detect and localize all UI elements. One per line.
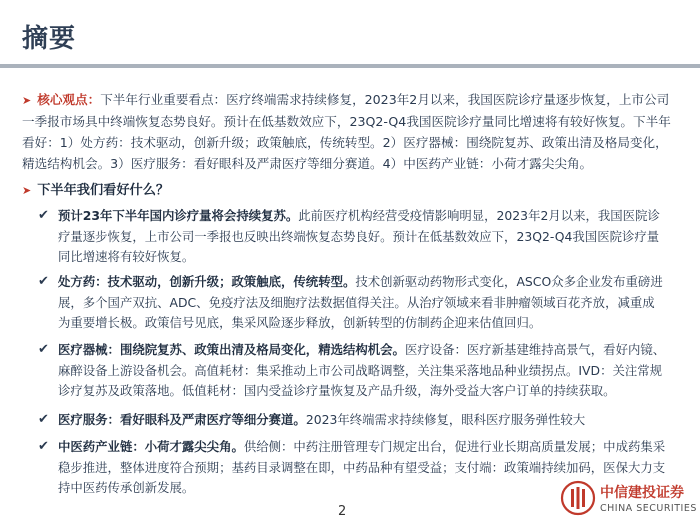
arrow-bullet-icon: ➤	[22, 94, 32, 107]
list-item-prescription-drugs	[38, 272, 666, 334]
item-text: 此前医疗机构经营受疫情影响明显，2023年2月以来，我国医院诊疗量逐步恢复，上市公司一季报也反映出终端恢复态势良好。预计在低基数效应下，23Q2-Q4我国医院诊疗量同比增速将有较好恢复。	[58, 208, 660, 264]
core-text: 下半年行业重要看点：医疗终端需求持续修复，2023年2月以来，我国医院诊疗量逐步恢复，上市公司一季报市场具中终端恢复态势良好。预计在低基数效应下，23Q2-Q4我国医院诊疗量同比增速将有较好恢复。下半年看好：1）处方药：技术驱动，创新升级；政策触底，传统转型。2）医疗器械：围绕院复苏、政策出清及格局变化，精选结构机会。3）医疗服务：看好眼科及严肃医疗等细分赛道。4）中医药产业链：小荷才露尖尖角。	[22, 92, 671, 171]
item-text: 技术创新驱动药物形式变化，ASCO众多企业发布重磅进展，多个国产双抗、ADC、免疫疗法及细胞疗法数据值得关注。从治疗领域来看非肿瘤领域百花齐放，减重成为重要增长极。政策信号见底，集采风险逐步释放，创新转型的仿制药企迎来估值回归。	[58, 274, 663, 330]
logo-name-en: CHINA SECURITIES	[600, 503, 697, 514]
checkmark-bullet-icon: ✔	[38, 342, 49, 357]
item-lead: 中医药产业链：小荷才露尖尖角。	[58, 439, 244, 454]
item-lead: 处方药：技术驱动，创新升级；政策触底，传统转型。	[58, 274, 356, 289]
company-logo	[558, 476, 698, 522]
arrow-bullet-icon: ➤	[22, 184, 32, 197]
checkmark-bullet-icon: ✔	[38, 274, 49, 289]
checkmark-bullet-icon: ✔	[38, 412, 49, 427]
list-item-medical-services	[38, 410, 666, 431]
item-lead: 医疗服务：看好眼科及严肃医疗等细分赛道。	[58, 412, 306, 427]
page-number: 2	[338, 504, 347, 519]
title-divider	[0, 64, 700, 68]
list-item-medical-devices	[38, 340, 666, 402]
checkmark-bullet-icon: ✔	[38, 439, 49, 454]
logo-name-cn: 中信建投证券	[600, 485, 684, 501]
item-lead: 医疗器械：围绕院复苏、政策出清及格局变化，精选结构机会。	[58, 342, 405, 357]
item-text: 2023年终端需求持续修复，眼科医疗服务弹性较大	[305, 412, 586, 427]
item-lead: 预计23年下半年国内诊疗量将会持续复苏。	[58, 208, 299, 223]
core-lead: 核心观点：	[37, 92, 101, 107]
list-item-diagnosis-recovery	[38, 206, 666, 268]
logo-emblem-icon	[560, 480, 596, 516]
item-text: 供给侧：中药注册管理专门规定出台，促进行业长期高质量发展；中成药集采稳步推进，整体进度符合预期；基药目录调整在即，中药品种有望受益；支付端：政策端持续加码，医保大力支持中医药传承创新发展。	[58, 439, 666, 495]
section-heading: ➤ 下半年我们看好什么？	[22, 183, 170, 198]
page-title: 摘要	[22, 24, 77, 54]
item-text: 医疗设备：医疗新基建维持高景气，看好内镜、麻醉设备上游设备机会。高值耗材：集采推动上市公司战略调整，关注集采落地品种业绩拐点。IVD：关注常规诊疗复苏及政策落地。低值耗材：国内受益诊疗量恢复及产品升级，海外受益大客户订单的持续获取。	[58, 342, 666, 398]
core-viewpoint	[22, 89, 680, 174]
checkmark-bullet-icon: ✔	[38, 208, 49, 223]
